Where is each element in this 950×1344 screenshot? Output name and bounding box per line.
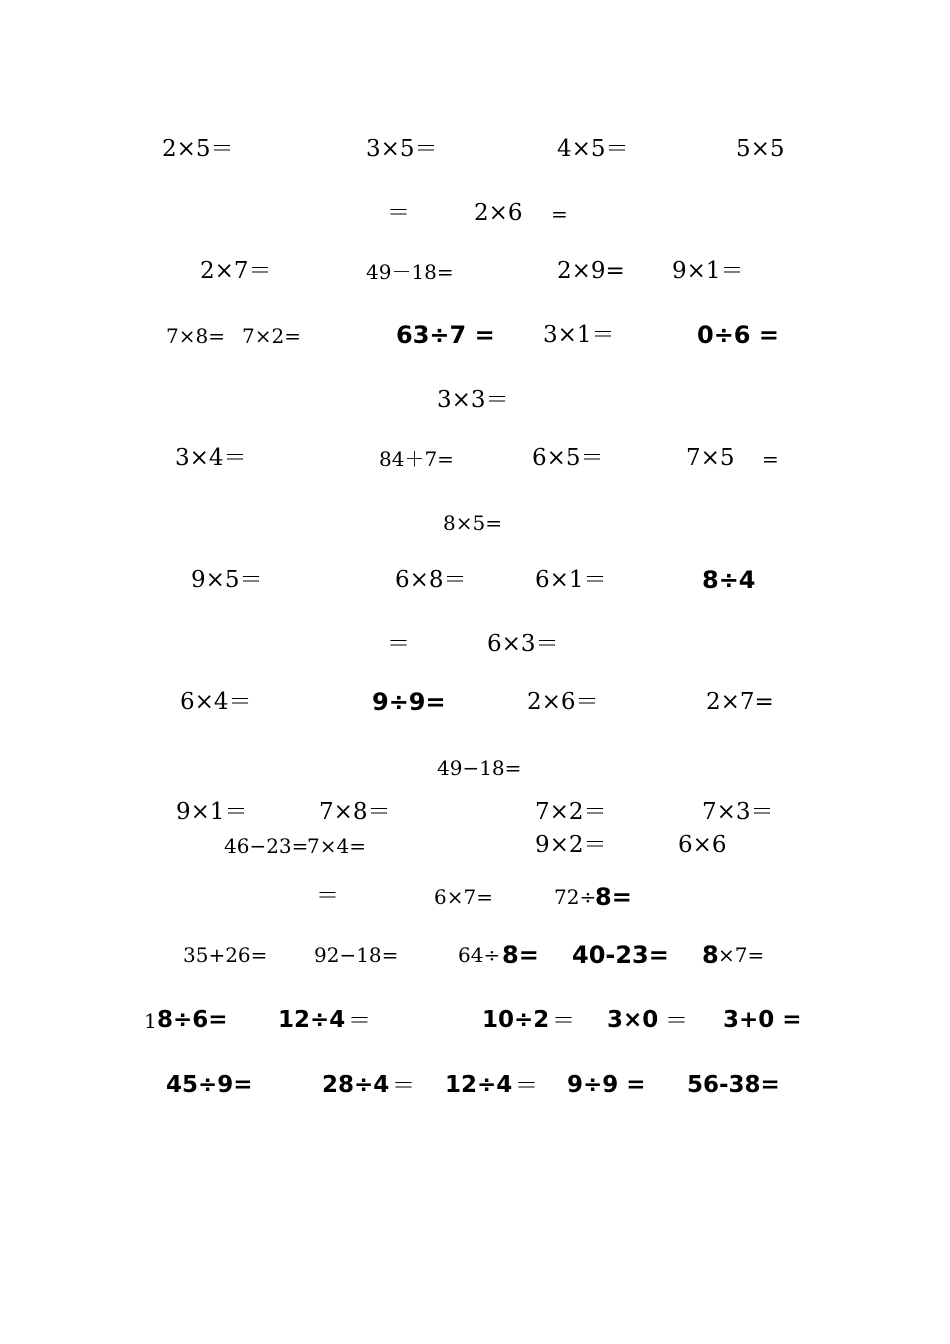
problem-0div6: 0÷6 = (697, 321, 779, 349)
problem-2x5: 2×5＝ (162, 136, 234, 162)
problem-4x5: 4×5＝ (557, 136, 629, 162)
problem-46-23: 46−23= (224, 834, 309, 858)
problem-3x1: 3×1＝ (543, 322, 615, 348)
problem-9x1: 9×1＝ (176, 799, 248, 825)
problem-7x5: 7×5 (686, 445, 735, 471)
problem-2x6: 2×6 (474, 200, 523, 226)
equals-sign: = (762, 447, 779, 471)
problem-3x5: 3×5＝ (366, 136, 438, 162)
problem-3plus0: 3+0 = (723, 1007, 802, 1033)
problem-6x1: 6×1＝ (535, 567, 607, 593)
problem-8x7-part1: 8 (702, 941, 719, 969)
problem-7x3: 7×3＝ (702, 799, 774, 825)
problem-6x5: 6×5＝ (532, 445, 604, 471)
problem-45div9: 45÷9= (166, 1072, 253, 1098)
equals-sign: ＝ (316, 883, 339, 909)
problem-35plus26: 35+26= (183, 943, 268, 967)
problem-18div6-part2: 8÷6= (157, 1007, 228, 1033)
equals-sign: = (551, 202, 568, 226)
problem-6x4: 6×4＝ (180, 689, 252, 715)
equals-sign: ＝ (387, 200, 410, 226)
problem-49-18: 49－18= (366, 260, 454, 284)
problem-72div8-part1: 72÷ (554, 885, 597, 909)
problem-84plus7: 84＋7= (379, 447, 454, 471)
problem-9x2: 9×2＝ (535, 832, 607, 858)
equals-sign: ＝ (665, 1008, 688, 1034)
problem-92-18: 92−18= (314, 943, 399, 967)
problem-18div6-part1: 1 (144, 1009, 157, 1033)
problem-12div4: 12÷4 (445, 1072, 513, 1098)
equals-sign: ＝ (552, 1008, 575, 1034)
problem-72div8-part2: 8= (595, 883, 632, 911)
problem-2x7: 2×7＝ (200, 258, 272, 284)
problem-7x2: 7×2= (242, 324, 301, 348)
problem-40-23: 40-23= (572, 941, 669, 969)
problem-7x8: 7×8＝ (319, 799, 391, 825)
problem-6x8: 6×8＝ (395, 567, 467, 593)
problem-49-18: 49−18= (437, 756, 522, 780)
problem-10div2: 10÷2 (482, 1007, 550, 1033)
equals-sign: ＝ (392, 1073, 415, 1099)
problem-2x6: 2×6＝ (527, 689, 599, 715)
problem-9div9: 9÷9 = (567, 1072, 646, 1098)
problem-6x6: 6×6 (678, 832, 727, 858)
problem-9div9: 9÷9= (372, 688, 446, 716)
equals-sign: ＝ (515, 1073, 538, 1099)
problem-5x5: 5×5 (736, 136, 785, 162)
problem-56-38: 56-38= (687, 1072, 780, 1098)
problem-9x5: 9×5＝ (191, 567, 263, 593)
problem-3x3: 3×3＝ (437, 387, 509, 413)
equals-sign: ＝ (387, 631, 410, 657)
problem-3x4: 3×4＝ (175, 445, 247, 471)
problem-64div8-part1: 64÷ (458, 943, 501, 967)
problem-2x7: 2×7= (706, 689, 774, 715)
problem-7x4: 7×4= (307, 834, 366, 858)
problem-7x8: 7×8= (166, 324, 225, 348)
problem-3x0: 3×0 (607, 1007, 659, 1033)
problem-6x7: 6×7= (434, 885, 493, 909)
problem-28div4: 28÷4 (322, 1072, 390, 1098)
problem-8div4: 8÷4 (702, 566, 756, 594)
problem-12div4: 12÷4 (278, 1007, 346, 1033)
problem-6x3: 6×3＝ (487, 631, 559, 657)
problem-7x2: 7×2＝ (535, 799, 607, 825)
problem-8x5: 8×5= (443, 511, 502, 535)
problem-2x9: 2×9= (557, 258, 625, 284)
equals-sign: ＝ (348, 1008, 371, 1034)
problem-64div8-part2: 8= (502, 941, 539, 969)
problem-9x1: 9×1＝ (672, 258, 744, 284)
problem-63div7: 63÷7 = (396, 321, 495, 349)
problem-8x7-part2: ×7= (718, 943, 765, 967)
